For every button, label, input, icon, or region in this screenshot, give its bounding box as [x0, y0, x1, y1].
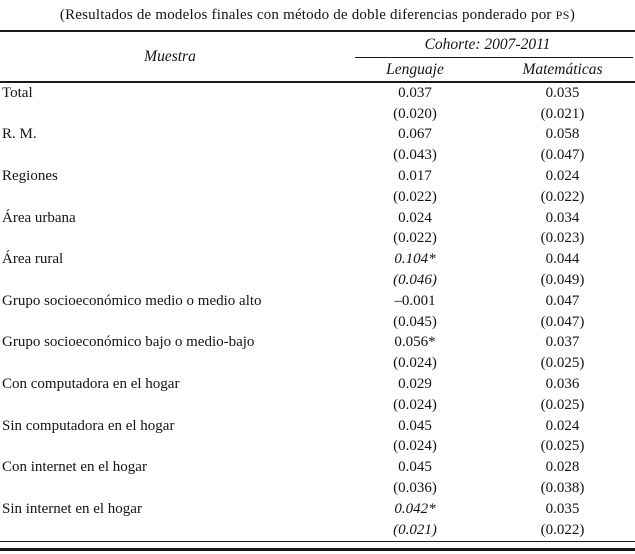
table-row-coef	[0, 249, 635, 270]
matematicas-coef: 0.036	[545, 376, 580, 393]
lenguaje-coef: 0.067	[398, 126, 432, 143]
matematicas-se: (0.049)	[540, 272, 585, 289]
lenguaje-se: (0.022)	[393, 230, 437, 247]
lenguaje-se: (0.024)	[393, 396, 437, 413]
table-row-coef	[0, 333, 635, 354]
table-row-coef	[0, 416, 635, 437]
matematicas-se: (0.023)	[540, 230, 585, 247]
table-row-coef	[0, 125, 635, 146]
row-label: Sin internet en el hogar	[2, 500, 142, 517]
lenguaje-coef: 0.045	[398, 417, 432, 434]
row-label: Con computadora en el hogar	[2, 376, 180, 393]
lenguaje-coef: 0.029	[398, 376, 432, 393]
matematicas-se: (0.025)	[540, 396, 585, 413]
matematicas-coef: 0.035	[545, 84, 580, 101]
table-row-se	[0, 104, 635, 125]
matematicas-se: (0.022)	[540, 521, 585, 538]
lenguaje-se: (0.024)	[393, 438, 437, 455]
lenguaje-coef: 0.037	[398, 84, 432, 101]
table-bottom-rule	[0, 548, 635, 551]
table-row-coef	[0, 457, 635, 478]
lenguaje-coef: 0.024	[398, 209, 432, 226]
table-row-coef	[0, 83, 635, 104]
row-label: Área urbana	[2, 209, 76, 226]
row-label: Con internet en el hogar	[2, 459, 147, 476]
table-caption	[0, 0, 635, 30]
table-header	[0, 32, 635, 81]
lenguaje-se: (0.024)	[393, 355, 437, 372]
table-row-se	[0, 229, 635, 250]
table-row-coef	[0, 291, 635, 312]
lenguaje-se: (0.022)	[393, 188, 437, 205]
table-row-coef	[0, 208, 635, 229]
table-row-se	[0, 437, 635, 458]
lenguaje-coef: 0.042*	[394, 500, 436, 517]
column-header-muestra: Muestra	[144, 47, 196, 65]
lenguaje-se: (0.045)	[393, 313, 437, 330]
table-end-thin-rule	[0, 541, 635, 542]
caption-smallcaps-ps: PS	[555, 8, 570, 22]
matematicas-coef: 0.034	[545, 209, 580, 226]
row-label: R. M.	[2, 126, 37, 143]
lenguaje-coef: 0.056*	[394, 334, 436, 351]
table-row-se	[0, 478, 635, 499]
table-row-coef	[0, 499, 635, 520]
matematicas-coef: 0.058	[545, 126, 580, 143]
table-body	[0, 83, 635, 541]
matematicas-coef: 0.024	[545, 168, 580, 185]
sub-column-headers	[340, 58, 635, 81]
caption-text-end: )	[569, 7, 576, 23]
row-label: Grupo socioeconómico bajo o medio-bajo	[2, 334, 255, 351]
caption-text: (Resultados de modelos finales con método de doble diferencias ponderado por	[59, 7, 556, 23]
row-label: Regiones	[2, 168, 58, 185]
table-row-se	[0, 145, 635, 166]
lenguaje-coef: 0.045	[398, 459, 432, 476]
lenguaje-se: (0.020)	[393, 105, 437, 122]
column-header-lenguaje: Lenguaje	[386, 60, 444, 78]
matematicas-coef: 0.044	[545, 251, 580, 268]
table-row-se	[0, 187, 635, 208]
column-group-header-cohorte: Cohorte: 2007-2011	[424, 35, 551, 53]
table-row-coef	[0, 166, 635, 187]
matematicas-coef: 0.047	[545, 292, 580, 309]
matematicas-coef: 0.024	[545, 417, 580, 434]
table-row-coef	[0, 374, 635, 395]
lenguaje-coef: 0.104*	[394, 251, 436, 268]
matematicas-coef: 0.028	[545, 459, 580, 476]
column-group	[340, 32, 635, 81]
matematicas-se: (0.047)	[540, 313, 585, 330]
lenguaje-se: (0.036)	[393, 480, 437, 497]
column-header-matematicas: Matemáticas	[522, 60, 603, 78]
lenguaje-coef: –0.001	[394, 292, 436, 309]
table-row-se	[0, 520, 635, 541]
lenguaje-se: (0.043)	[393, 147, 437, 164]
row-label: Área rural	[2, 251, 64, 268]
matematicas-coef: 0.035	[545, 500, 580, 517]
table-row-se	[0, 270, 635, 291]
matematicas-se: (0.021)	[540, 105, 585, 122]
lenguaje-se: (0.046)	[393, 272, 437, 289]
row-label: Grupo socioeconómico medio o medio alto	[2, 292, 262, 309]
row-label: Sin computadora en el hogar	[2, 417, 175, 434]
table-row-se	[0, 395, 635, 416]
matematicas-se: (0.025)	[540, 355, 585, 372]
lenguaje-se: (0.021)	[393, 521, 437, 538]
matematicas-se: (0.047)	[540, 147, 585, 164]
matematicas-se: (0.038)	[540, 480, 585, 497]
matematicas-se: (0.022)	[540, 188, 585, 205]
row-label: Total	[2, 84, 33, 101]
matematicas-se: (0.025)	[540, 438, 585, 455]
lenguaje-coef: 0.017	[398, 168, 432, 185]
matematicas-coef: 0.037	[545, 334, 580, 351]
table-row-se	[0, 312, 635, 333]
table-row-se	[0, 353, 635, 374]
